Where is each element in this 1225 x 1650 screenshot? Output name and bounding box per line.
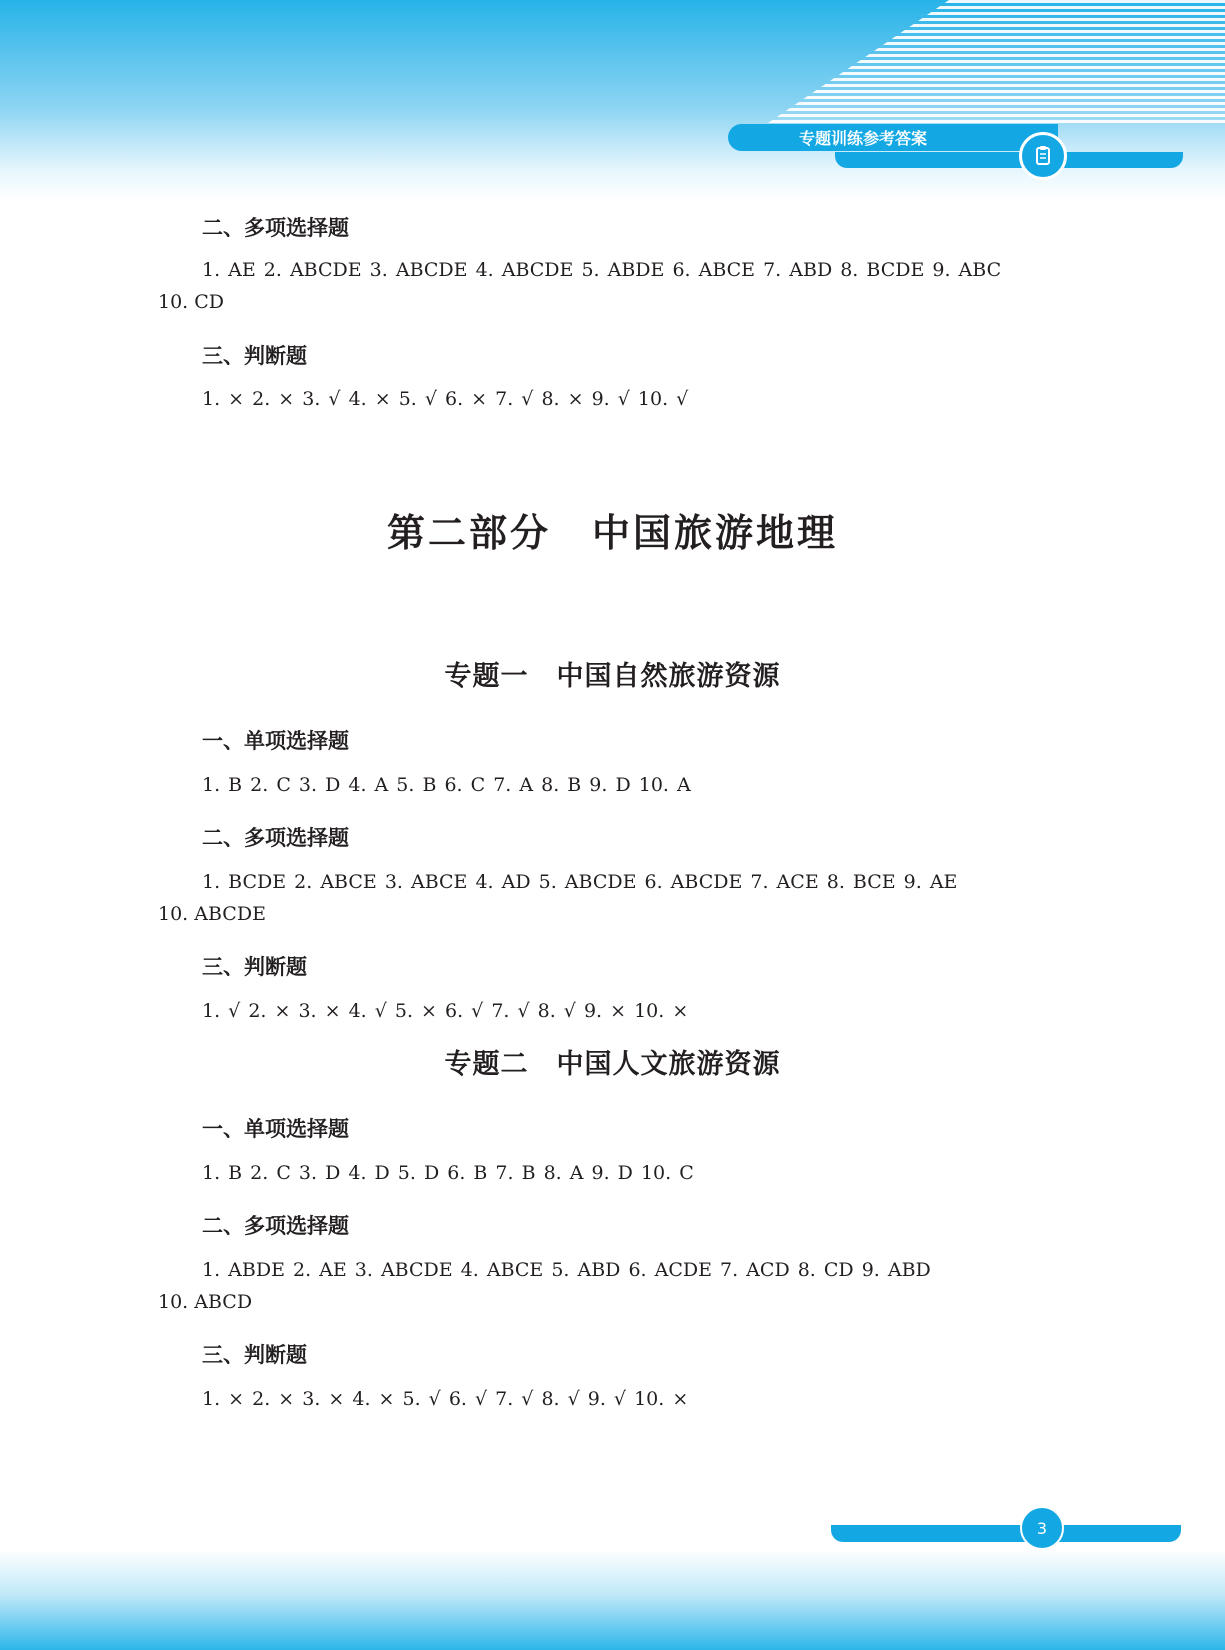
answer-line-continued: 10. ABCDE [158, 903, 266, 925]
footer-background [0, 1550, 1225, 1650]
header-label: 专题训练参考答案 [798, 129, 927, 148]
answer-line: 1. B 2. C 3. D 4. D 5. D 6. B 7. B 8. A 9. D 10. C [202, 1162, 694, 1184]
section-heading: 二、多项选择题 [202, 826, 349, 850]
answer-line: 1. × 2. × 3. × 4. × 5. √ 6. √ 7. √ 8. √ 9. √ 10. × [202, 1388, 689, 1410]
header-bar-underline [835, 152, 1183, 168]
answer-line: 1. √ 2. × 3. × 4. √ 5. × 6. √ 7. √ 8. √ 9. × 10. × [202, 1000, 689, 1022]
answer-line: 1. × 2. × 3. √ 4. × 5. √ 6. × 7. √ 8. × 9. √ 10. √ [202, 388, 689, 410]
header-label-bar [728, 124, 1058, 151]
part-title: 第二部分 中国旅游地理 [386, 511, 838, 555]
section-heading: 一、单项选择题 [202, 1117, 349, 1141]
answer-line: 1. B 2. C 3. D 4. A 5. B 6. C 7. A 8. B 9. D 10. A [202, 774, 691, 796]
answer-line: 1. ABDE 2. AE 3. ABCDE 4. ABCE 5. ABD 6. ACDE 7. ACD 8. CD 9. ABD [202, 1259, 931, 1281]
answer-line: 1. AE 2. ABCDE 3. ABCDE 4. ABCDE 5. ABDE 6. ABCE 7. ABD 8. BCDE 9. ABC [202, 259, 1002, 281]
topic-title: 专题一 中国自然旅游资源 [444, 661, 781, 692]
header-stripes [765, 0, 1225, 125]
answer-line-continued: 10. ABCD [158, 1291, 253, 1313]
section-heading: 三、判断题 [202, 1343, 307, 1367]
section-heading: 二、多项选择题 [202, 216, 349, 240]
clipboard-gear-icon [1019, 132, 1067, 180]
answer-line-continued: 10. CD [158, 291, 225, 313]
topic-title: 专题二 中国人文旅游资源 [444, 1049, 781, 1080]
page-number: 3 [1020, 1506, 1064, 1550]
answer-line: 1. BCDE 2. ABCE 3. ABCE 4. AD 5. ABCDE 6. ABCDE 7. ACE 8. BCE 9. AE [202, 871, 958, 893]
section-heading: 一、单项选择题 [202, 729, 349, 753]
footer-bar [831, 1525, 1181, 1542]
section-heading: 三、判断题 [202, 344, 307, 368]
section-heading: 三、判断题 [202, 955, 307, 979]
section-heading: 二、多项选择题 [202, 1214, 349, 1238]
